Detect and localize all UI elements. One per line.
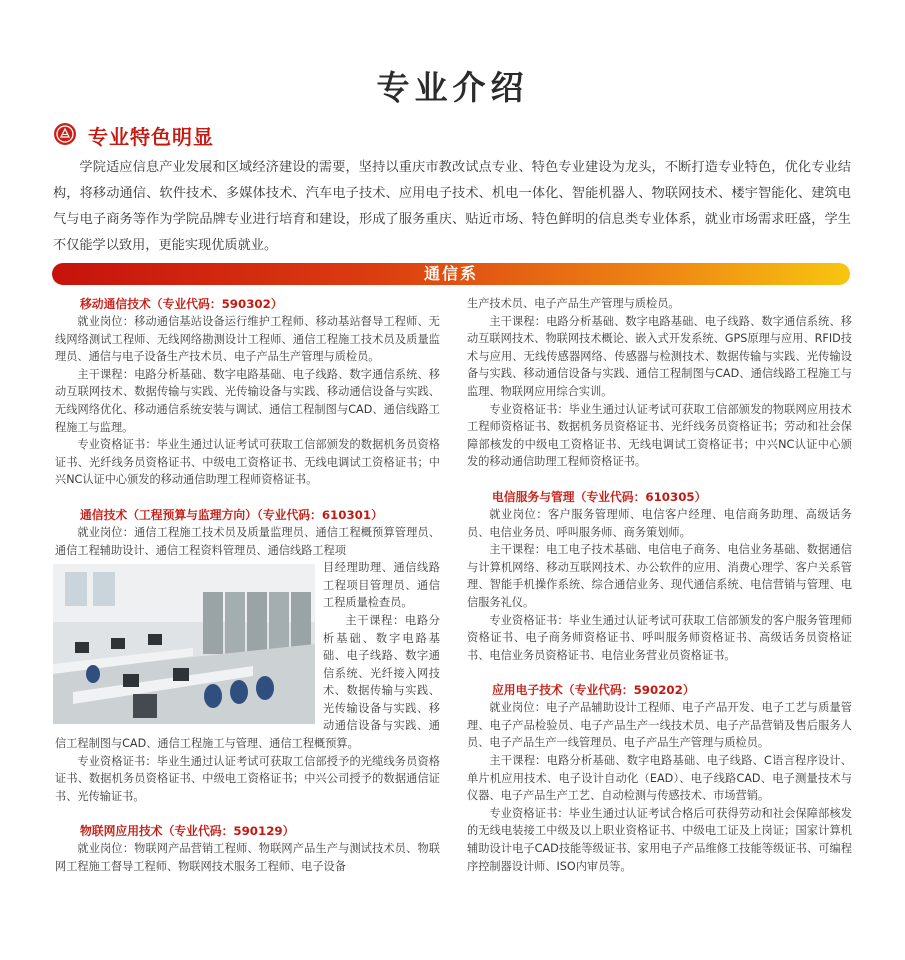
- intro-paragraph: 学院适应信息产业发展和区域经济建设的需要，坚持以重庆市教改试点专业、特色专业建设为龙头，不断打造专业特色，优化专业结构，将移动通信、软件技术、多媒体技术、汽车电子技术、应用电子技术、机电一体化、智能机器人、物联网技术、楼宇智能化、建筑电气与电子商务等作为学院品牌专业进行培育和建设，形成了服务重庆、贴近市场、特色鲜明的信息类专业体系，就业市场需求旺盛，学生不仅能学以致用，更能实现优质就业。: [53, 160, 851, 253]
- page-title: 专业介绍: [376, 68, 529, 107]
- program-jobs: 就业岗位：移动通信基站设备运行维护工程师、移动基站督导工程师、无线网络测试工程师、无线网络勘测设计工程师、通信工程施工技术员及质量监理员、通信与电子设备生产技术员、电子产品生产管理与质检员。: [55, 315, 440, 364]
- program-jobs: 就业岗位：电子产品辅助设计工程师、电子产品开发、电子工艺与质量管理、电子产品检验员、电子产品生产一线技术员、电子产品营销及售后服务人员、电子产品生产一线管理员、电子产品生产管理与质检员。: [467, 701, 852, 750]
- program-courses: 主干课程：电路分析基础、数字电路基础、电子线路、数字通信系统、光纤接入网技术、数据传输与实践、光传输设备与实践、移动通信设备与实践、通信工程制图与CAD、通信工程施工与管理、通信工程概预算。: [55, 613, 440, 751]
- program-courses: 主干课程：电路分析基础、数字电路基础、电子线路、数字通信系统、移动互联网技术、数据传输与实践、光传输设备与实践、移动通信设备与实践、无线网络优化、移动通信系统安装与调试、通信工程制图与CAD、通信线路工程施工与监理。: [55, 367, 440, 434]
- program-certificates: 专业资格证书：毕业生通过认证考试可获取工信部颁发的数据机务员资格证书、光纤线务员资格证书、中级电工资格证书、无线电调试工资格证书；中兴NC认证中心颁发的移动通信助理工程师资格证书。: [55, 438, 440, 487]
- program-courses: 主干课程：电路分析基础、数字电路基础、电子线路、C语言程序设计、单片机应用技术、电子设计自动化（EAD）、电子线路CAD、电子测量技术与仪器、电子产品生产工艺、自动检测与传感技术、市场营销。: [467, 754, 852, 803]
- program-title: 应用电子技术（专业代码：590202）: [492, 683, 695, 698]
- program-jobs-continued: 目经理助理、通信线路工程项目管理员、通信工程质量检查员。: [323, 561, 440, 610]
- right-column: [467, 295, 852, 875]
- classroom-photo: [53, 564, 315, 724]
- program-title: 电信服务与管理（专业代码：610305）: [492, 489, 707, 504]
- program-courses: 主干课程：电路分析基础、数字电路基础、电子线路、数字通信系统、移动互联网技术、物联网技术概论、嵌入式开发系统、GPS原理与应用、RFID技术与应用、无线传感器网络、传感器与检测技术、数据传输与实践、光传输设备与实践、移动通信设备与实践、通信工程制图与CAD、通信线路工程施工与监理、物联网应用综合实训。: [467, 314, 852, 398]
- program-certificates: 专业资格证书：毕业生通过认证考试合格后可获得劳动和社会保障部核发的无线电装接工中级及以上职业资格证书、中级电工证及上岗证；国家计算机辅助设计电子CAD技能等级证书、家用电子产品维修工技能等级证书、可编程序控制器设计师、ISO内审员等。: [467, 806, 852, 873]
- program-certificates: 专业资格证书：毕业生通过认证考试可获取工信部颁发的客户服务管理师资格证书、电子商务师资格证书、呼叫服务师资格证书、高级话务员资格证书、电信业务员资格证书、电信业务营业员资格证书。: [467, 613, 852, 662]
- program-courses: 主干课程：电工电子技术基础、电信电子商务、电信业务基础、数据通信与计算机网络、移动互联网技术、办公软件的应用、消费心理学、客户关系管理、智能手机操作系统、综合通信业务、现代通信系统、电信营销与管理、电信服务礼仪。: [467, 543, 852, 609]
- program-title: 移动通信技术（专业代码：590302）: [80, 297, 283, 311]
- program-title: 通信技术（工程预算与监理方向）（专业代码：610301）: [80, 507, 383, 522]
- program-title: 物联网应用技术（专业代码：590129）: [80, 824, 295, 839]
- program-jobs-continued: 生产技术员、电子产品生产管理与质检员。: [467, 297, 680, 310]
- department-title: 通信系: [423, 264, 478, 283]
- program-certificates: 专业资格证书：毕业生通过认证考试可获取工信部授予的光缆线务员资格证书、数据机务员资格证书、中级电工资格证书；中兴公司授予的数据通信证书、光传输证书。: [55, 754, 440, 803]
- program-jobs: 就业岗位：客户服务管理师、电信客户经理、电信商务助理、高级话务员、电信业务员、呼叫服务师、商务策划师。: [467, 507, 852, 539]
- program-jobs: 就业岗位：通信工程施工技术员及质量监理员、通信工程概预算管理员、通信工程辅助设计、通信工程资料管理员、通信线路工程项: [55, 525, 440, 557]
- feature-heading: 专业特色明显: [88, 125, 214, 149]
- college-logo-icon: [54, 123, 76, 145]
- department-banner: [52, 263, 850, 285]
- program-certificates: 专业资格证书：毕业生通过认证考试可获取工信部颁发的物联网应用技术工程师资格证书、数据机务员资格证书、光纤线务员资格证书；劳动和社会保障部核发的中级电工资格证书、无线电调试工资格证书；中兴NC认证中心颁发的移动通信助理工程师资格证书。: [467, 402, 852, 469]
- left-column: [55, 295, 440, 876]
- program-jobs: 就业岗位：物联网产品营销工程师、物联网产品生产与测试技术员、物联网工程施工督导工程师、物联网技术服务工程师、电子设备: [55, 842, 440, 874]
